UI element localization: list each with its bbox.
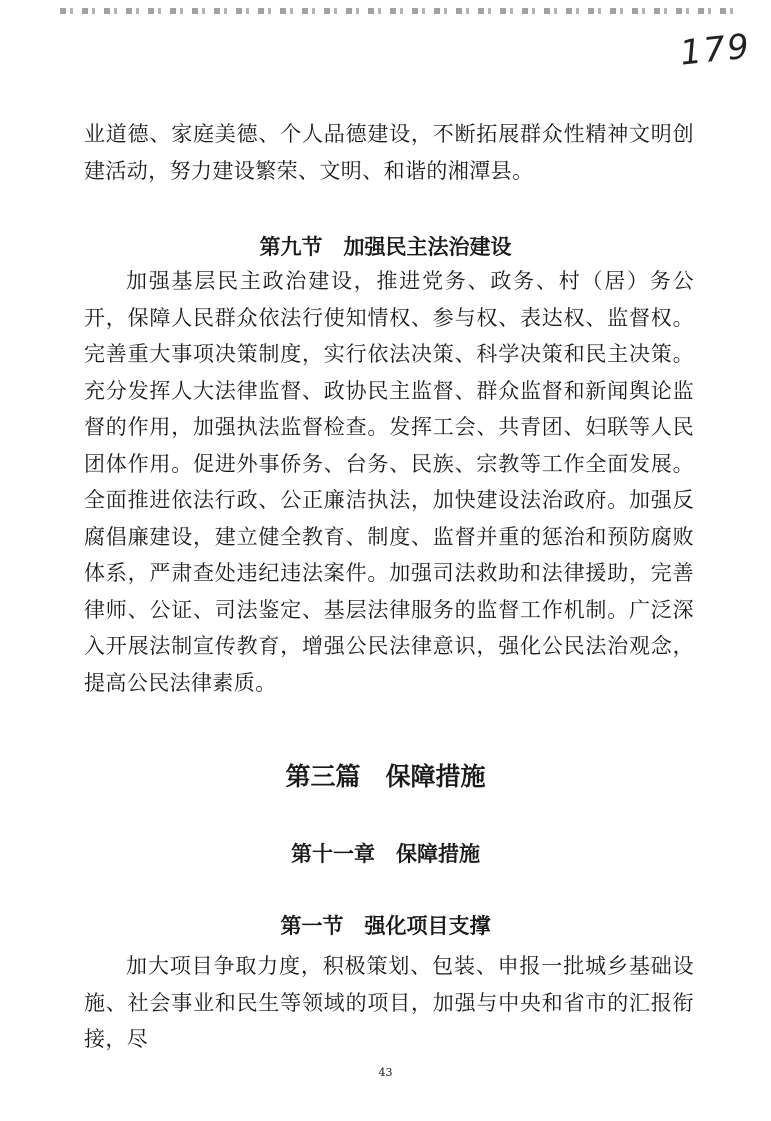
paragraph-project-support: 加大项目争取力度，积极策划、包装、申报一批城乡基础设施、社会事业和民生等领域的项目，加强与中央和省市的汇报衔接，尽 (84, 954, 694, 1051)
section-heading-9: 第九节 加强民主法治建设 (259, 234, 512, 259)
section-heading-1: 第一节 强化项目支撑 (280, 913, 491, 938)
paragraph-democracy-law: 加强基层民主政治建设，推进党务、政务、村（居）务公开，保障人民群众依法行使知情权、参与权、表达权、监督权。完善重大事项决策制度，实行依法决策、科学决策和民主决策。充分发挥人大法律监督、政协民主监督、群众监督和新闻舆论监督的作用，加强执法监督检查。发挥工会、共青团、妇联等人民团体作用。促进外事侨务、台务、民族、宗教等工作全面发展。全面推进依法行政、公正廉洁执法，加快建设法治政府。加强反腐倡廉建设，建立健全教育、制度、监督并重的惩治和预防腐败体系，严肃查处违纪违法案件。加强司法救助和法律援助，完善律师、公证、司法鉴定、基层法律服务的监督工作机制。广泛深入开展法制宣传教育，增强公民法律意识，强化公民法治观念，提高公民法律素质。 (84, 269, 694, 695)
paragraph-continuation: 业道德、家庭美德、个人品德建设，不断拓展群众性精神文明创建活动，努力建设繁荣、文明、和谐的湘潭县。 (84, 122, 694, 183)
page-number: 43 (378, 1066, 393, 1079)
handwritten-page-mark: 179 (678, 26, 753, 74)
chapter-heading-11: 第十一章 保障措施 (291, 842, 480, 866)
scan-artifact-strip (60, 8, 740, 14)
part-heading-3: 第三篇 保障措施 (285, 762, 486, 791)
